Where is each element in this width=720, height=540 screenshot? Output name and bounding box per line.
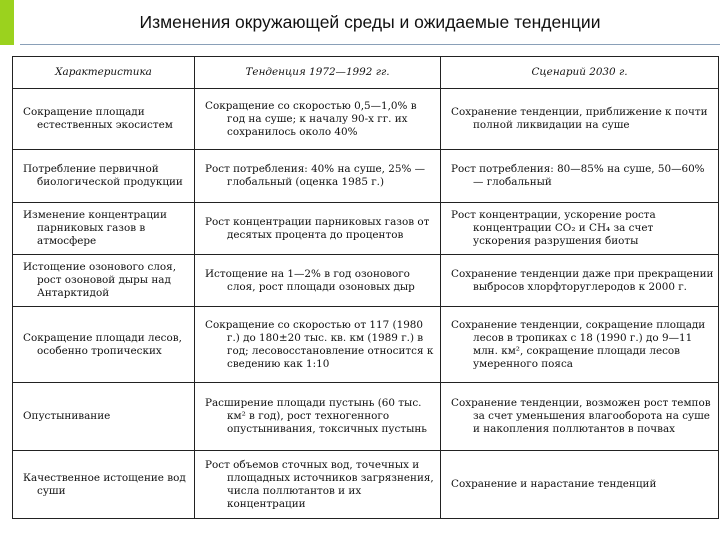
- cell-characteristic: Истощение озонового слоя, рост озоновой дыры над Антарктидой: [13, 255, 195, 307]
- table-row: [13, 255, 719, 307]
- cell-scenario: Сохранение тенденции, возможен рост темпов за счет уменьшения влагооборота на суше и накопления поллютантов в почвах: [441, 383, 719, 451]
- cell-trend: Сокращение со скоростью 0,5—1,0% в год на суше; к началу 90-х гг. их сохранилось около 40%: [195, 89, 441, 150]
- header-characteristic: Характеристика: [13, 57, 195, 89]
- title-area: [20, 10, 720, 45]
- cell-scenario: Сохранение тенденции, сокращение площади лесов в тропиках с 18 (1990 г.) до 9—11 млн. км², сокращение площади лесов умеренного пояса: [441, 307, 719, 383]
- cell-scenario: Сохранение тенденции даже при прекращении выбросов хлорфторуглеродов к 2000 г.: [441, 255, 719, 307]
- cell-trend: Рост потребления: 40% на суше, 25% — глобальный (оценка 1985 г.): [195, 150, 441, 203]
- accent-bar: [0, 0, 14, 45]
- cell-trend: Расширение площади пустынь (60 тыс. км² в год), рост техногенного опустынивания, токсичных пустынь: [195, 383, 441, 451]
- table-row: [13, 451, 719, 519]
- cell-characteristic: Потребление первичной биологической продукции: [13, 150, 195, 203]
- cell-characteristic: Качественное истощение вод суши: [13, 451, 195, 519]
- cell-scenario: Рост потребления: 80—85% на суше, 50—60% — глобальный: [441, 150, 719, 203]
- slide-title: Изменения окружающей среды и ожидаемые тенденции: [139, 12, 601, 32]
- cell-characteristic: Сокращение площади лесов, особенно тропических: [13, 307, 195, 383]
- environment-trends-table: [12, 56, 719, 519]
- cell-trend: Истощение на 1—2% в год озонового слоя, рост площади озоновых дыр: [195, 255, 441, 307]
- cell-characteristic: Изменение концентрации парниковых газов в атмосфере: [13, 203, 195, 255]
- header-scenario: Сценарий 2030 г.: [441, 57, 719, 89]
- table-row: [13, 89, 719, 150]
- cell-characteristic: Сокращение площади естественных экосистем: [13, 89, 195, 150]
- table-row: [13, 307, 719, 383]
- cell-scenario: Сохранение и нарастание тенденций: [441, 451, 719, 519]
- cell-trend: Рост концентрации парниковых газов от десятых процента до процентов: [195, 203, 441, 255]
- table-row: [13, 203, 719, 255]
- header-row: [13, 57, 719, 89]
- cell-characteristic: Опустынивание: [13, 383, 195, 451]
- header-trend: Тенденция 1972—1992 гг.: [195, 57, 441, 89]
- table-row: [13, 383, 719, 451]
- cell-trend: Рост объемов сточных вод, точечных и площадных источников загрязнения, числа поллютантов и их концентрации: [195, 451, 441, 519]
- table-container: [12, 56, 718, 519]
- cell-scenario: Рост концентрации, ускорение роста концентрации CO₂ и CH₄ за счет ускорения разрушения биоты: [441, 203, 719, 255]
- cell-scenario: Сохранение тенденции, приближение к почти полной ликвидации на суше: [441, 89, 719, 150]
- table-row: [13, 150, 719, 203]
- cell-trend: Сокращение со скоростью от 117 (1980 г.) до 180±20 тыс. кв. км (1989 г.) в год; лесовосстановление относится к сведению как 1:10: [195, 307, 441, 383]
